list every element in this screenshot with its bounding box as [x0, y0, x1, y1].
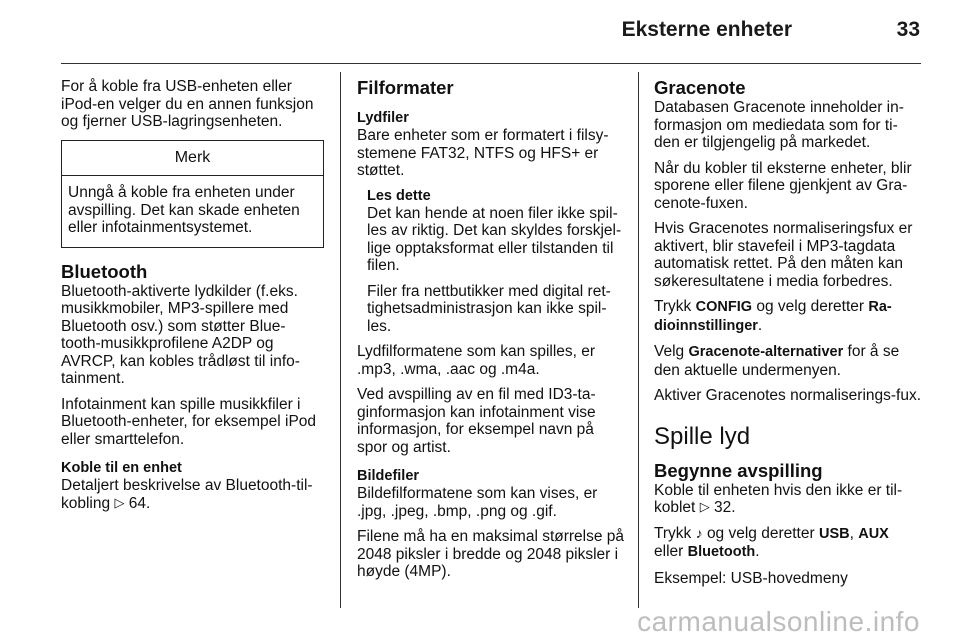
bluetooth-heading: Bluetooth	[61, 260, 148, 282]
bluetooth-paragraph-1: Bluetooth-aktiverte lydkilder (f.eks. musikkmobiler, MP3-spillere med Bluetooth osv.) som støtter Blue-tooth-musikkprofilene A2DP og AVRCP, kan kobles trådløst til info-tainment.	[61, 282, 300, 387]
gracenote-paragraph-2: Når du kobler til eksterne enheter, blir sporene eller filene gjenkjent av Gra-cenote-fuxen.	[654, 159, 912, 212]
column-divider-2	[638, 72, 639, 608]
connect-device-heading: Koble til en enhet	[61, 460, 182, 476]
example-text: Eksempel: USB-hovedmeny	[654, 569, 848, 587]
gracenote-paragraph-3: Hvis Gracenotes normaliseringsfux er aktivert, blir stavefeil i MP3-tagdata automatisk rettet. På den måten kan søkeresultatene i media forbedres.	[654, 220, 913, 290]
start-paragraph-2	[654, 525, 922, 562]
usb-label: USB	[818, 525, 850, 542]
gracenote-p5-text-a: Velg	[654, 343, 685, 360]
gracenote-heading: Gracenote	[654, 77, 746, 98]
read-this-heading: Les dette	[367, 187, 431, 204]
page-header-title: Eksterne enheter	[621, 18, 792, 41]
file-formats-heading: Filformater	[357, 77, 454, 98]
aux-label: AUX	[858, 525, 889, 542]
start-p2-text-a: Trykk	[654, 524, 692, 542]
radio-settings-label: Ra-dioinnstillinger	[654, 299, 892, 334]
gracenote-p4-text-c: .	[757, 316, 763, 334]
connect-device-text: Detaljert beskrivelse av Bluetooth-til-kobling	[61, 477, 313, 512]
start-p2-text-b: og velg deretter	[706, 524, 815, 542]
note-box	[61, 140, 324, 248]
bluetooth-label: Bluetooth	[687, 544, 756, 560]
read-this-paragraph-2: Filer fra nettbutikker med digital ret-tighetsadministrasjon kan ikke spil-les.	[367, 282, 611, 335]
connect-device-paragraph	[61, 477, 324, 512]
connect-device-page-ref[interactable]: 64.	[128, 494, 151, 512]
media-source-icon: ♪	[695, 524, 703, 541]
start-playback-heading: Begynne avspilling	[654, 459, 823, 481]
gracenote-paragraph-4	[654, 298, 922, 335]
note-title: Merk	[62, 141, 323, 177]
audio-paragraph-3: Ved avspilling av en fil med ID3-ta-ginformasjon kan infotainment vise informasjon, for eksempel navn på spor og artist.	[357, 386, 596, 456]
column-divider-1	[340, 72, 341, 608]
watermark: carmanualsonline.info	[637, 606, 920, 637]
image-paragraph-2: Filene må ha en maksimal størrelse på 2048 piksler i bredde og 2048 piksler i høyde (4MP).	[357, 528, 625, 580]
bluetooth-paragraph-2: Infotainment kan spille musikkfiler i Bluetooth-enheter, for eksempel iPod eller smarttelefon.	[61, 395, 317, 448]
page-reference-arrow-icon: ▷	[699, 499, 710, 514]
start-p2-text-d: .	[755, 543, 760, 560]
page-number: 33	[896, 18, 920, 41]
page-reference-arrow-icon: ▷	[114, 494, 125, 510]
gracenote-paragraph-5	[654, 343, 922, 379]
start-p1-text: Koble til enheten hvis den ikke er til-koblet	[654, 481, 903, 516]
intro-paragraph: For å koble fra USB-enheten eller iPod-en velger du en annen funksjon og fjerner USB-lagringsenheten.	[61, 78, 314, 130]
audio-files-heading: Lydfiler	[357, 110, 409, 126]
audio-paragraph-1: Bare enheter som er formatert i filsy-stemene FAT32, NTFS og HFS+ er støttet.	[357, 127, 609, 179]
column-left	[61, 78, 324, 520]
play-audio-heading: Spille lyd	[654, 422, 751, 450]
read-this-paragraph-1: Det kan hende at noen filer ikke spil-les av riktig. Det kan skyldes forskjel-lige opptaksformat eller tilstanden til filen.	[367, 204, 622, 274]
gracenote-options-label: Gracenote-alternativer	[688, 344, 844, 360]
start-paragraph-1	[654, 482, 922, 517]
start-p2-text-c: eller	[654, 543, 684, 560]
gracenote-p5-text-b: for å se den aktuelle undermenyen.	[654, 343, 900, 379]
note-body: Unngå å koble fra enheten under avspilling. Det kan skade enheten eller infotainmentsystemet.	[68, 184, 300, 236]
column-middle	[357, 78, 625, 589]
column-right	[654, 78, 922, 595]
gracenote-p4-text-b: og velg deretter	[756, 298, 865, 315]
audio-paragraph-2: Lydfilformatene som kan spilles, er .mp3, .wma, .aac og .m4a.	[357, 343, 596, 378]
image-files-heading: Bildefiler	[357, 468, 420, 484]
gracenote-paragraph-6: Aktiver Gracenotes normaliserings-fux.	[654, 387, 922, 404]
image-paragraph-1: Bildefilformatene som kan vises, er .jpg, .jpeg, .bmp, .png og .gif.	[357, 485, 598, 520]
gracenote-p4-text-a: Trykk	[654, 298, 692, 315]
header-divider	[61, 63, 921, 64]
config-button-label: CONFIG	[695, 299, 753, 315]
start-page-ref[interactable]: 32.	[714, 499, 736, 516]
start-p2-sep: ,	[849, 524, 854, 542]
read-this-block	[367, 188, 625, 336]
gracenote-paragraph-1: Databasen Gracenote inneholder in-formasjon om mediedata som for ti-den er tilgjengelig på markedet.	[654, 99, 904, 151]
